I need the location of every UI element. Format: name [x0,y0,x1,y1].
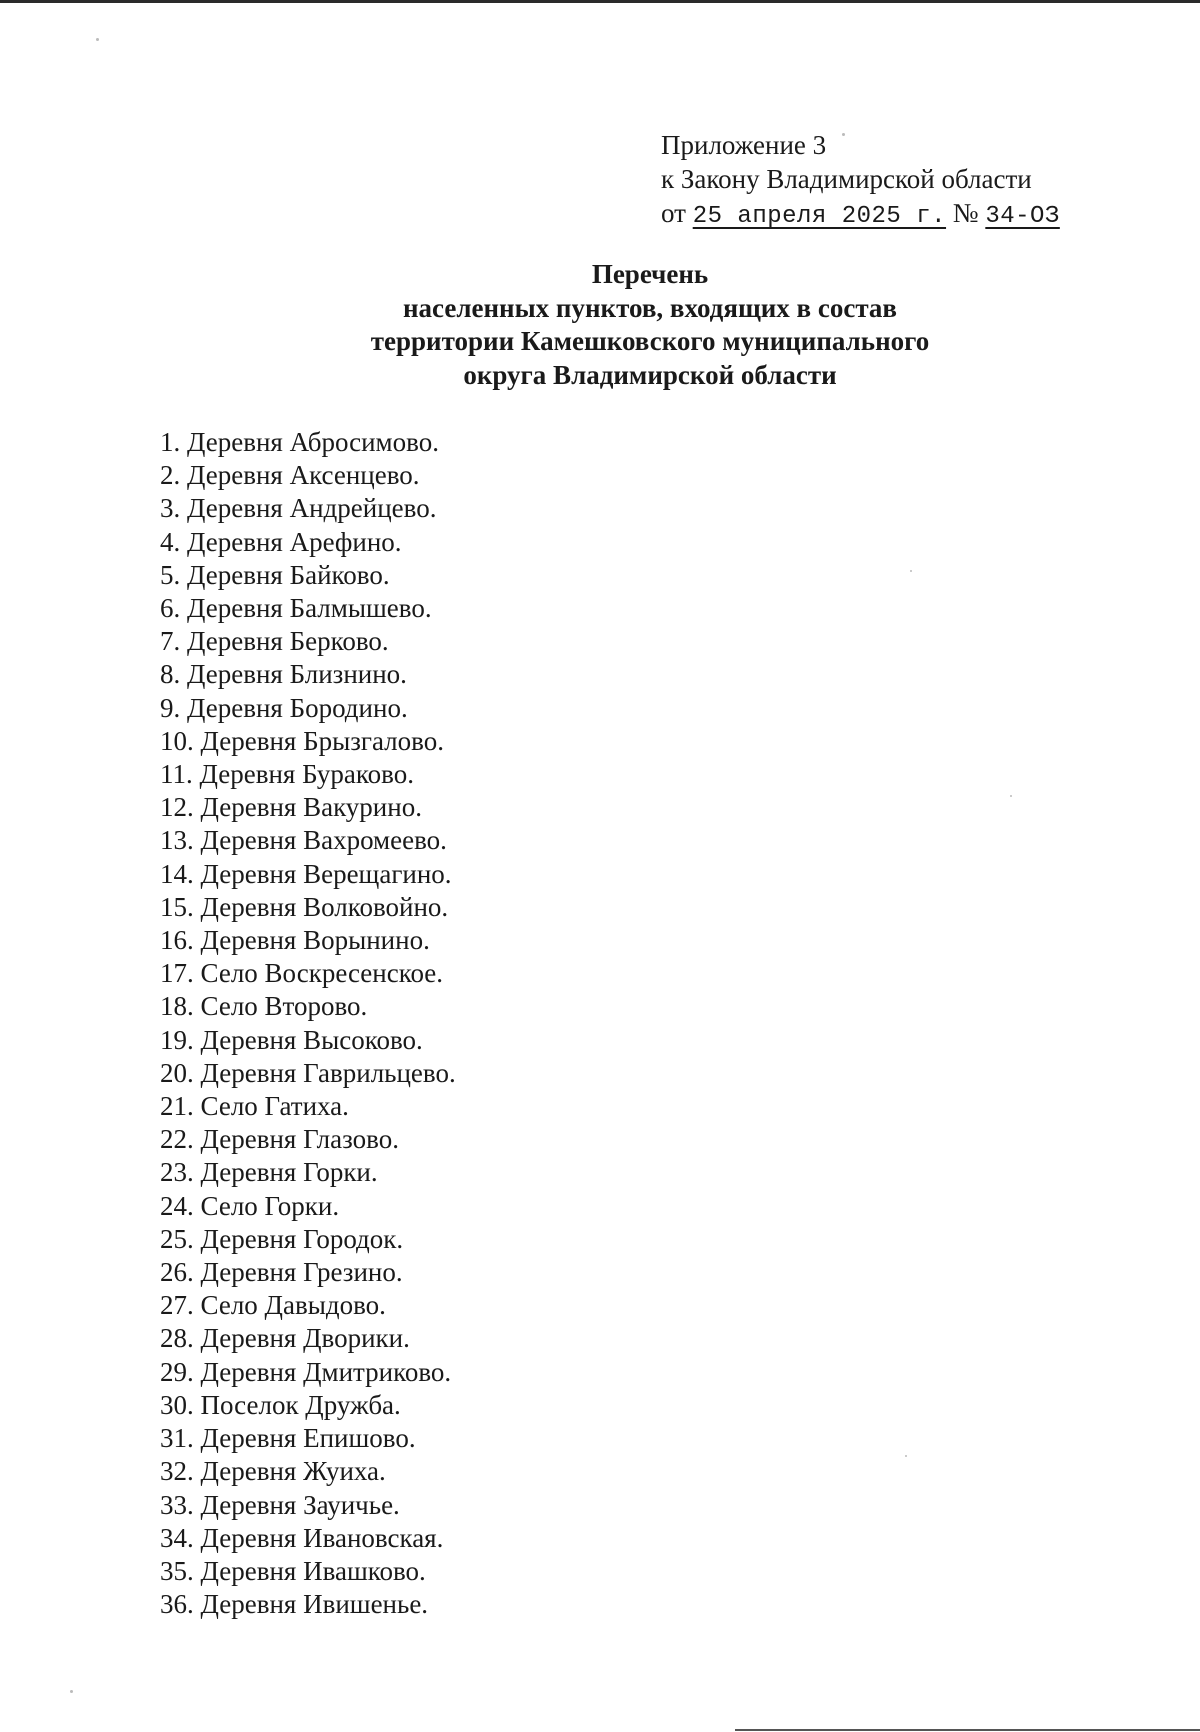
title-line-1: Перечень [591,259,709,289]
settlement-item: 27. Село Давыдово. [160,1290,386,1321]
settlement-item: 23. Деревня Горки. [160,1157,378,1188]
settlement-item: 15. Деревня Волковойно. [160,891,449,922]
settlement-item: 28. Деревня Дворики. [160,1323,410,1354]
settlement-item: 20. Деревня Гаврильцево. [160,1057,456,1088]
settlement-item: 30. Поселок Дружба. [160,1389,401,1420]
settlement-item: 14. Деревня Верещагино. [160,858,452,889]
scan-bottom-edge [735,1729,1200,1731]
settlement-item: 11. Деревня Бураково. [160,759,414,790]
law-date: 25 апреля 2025 г. [692,203,947,230]
settlement-item: 13. Деревня Вахромеево. [160,825,447,856]
scan-speck [96,38,99,41]
settlement-item: 36. Деревня Ивишенье. [160,1589,429,1620]
settlement-item: 34. Деревня Ивановская. [160,1522,444,1553]
settlement-item: 8. Деревня Близнино. [160,659,407,690]
settlement-item: 32. Деревня Жуиха. [160,1456,386,1487]
title-line-3: территории Камешковского муниципального [370,326,930,356]
settlement-item: 1. Деревня Абросимово. [160,427,439,457]
settlement-item: 12. Деревня Вакурино. [160,792,422,823]
settlement-item: 3. Деревня Андрейцево. [160,493,437,524]
date-prefix: от [661,198,686,228]
settlement-item: 33. Деревня Зауичье. [160,1489,400,1520]
settlement-item: 6. Деревня Балмышево. [160,593,432,624]
settlement-item: 17. Село Воскресенское. [160,958,444,989]
scan-speck [1010,795,1012,797]
law-number: 34-ОЗ [985,203,1060,230]
settlement-item: 16. Деревня Ворынино. [160,925,430,956]
settlement-item: 9. Деревня Бородино. [160,692,408,723]
settlement-item: 22. Деревня Глазово. [160,1124,399,1155]
settlement-item: 2. Деревня Аксенцево. [160,460,420,491]
title-line-4: округа Владимирской области [463,359,837,390]
settlement-item: 25. Деревня Городок. [160,1223,404,1254]
scan-speck [910,570,912,572]
settlement-item: 18. Село Второво. [160,991,368,1022]
title-line-2: населенных пунктов, входящих в состав [402,292,898,323]
appendix-law-reference: к Закону Владимирской области [661,164,1032,194]
scan-top-edge [0,0,1200,3]
appendix-date-line [661,196,1060,234]
settlement-item: 35. Деревня Ивашково. [160,1555,426,1586]
settlement-item: 26. Деревня Грезино. [160,1257,403,1288]
settlement-item: 7. Деревня Берково. [160,626,389,657]
scan-speck [905,1455,907,1457]
document-title [300,258,1000,392]
settlement-item: 19. Деревня Высоково. [160,1024,423,1055]
settlement-item: 4. Деревня Арефино. [160,526,402,557]
number-sign: № [952,198,979,228]
settlement-list [160,426,456,1621]
appendix-number: Приложение 3 [661,130,827,160]
settlement-item: 29. Деревня Дмитриково. [160,1356,452,1387]
settlement-item: 10. Деревня Брызгалово. [160,725,444,756]
settlement-item: 5. Деревня Байково. [160,559,390,590]
scan-speck [70,1690,73,1693]
settlement-item: 24. Село Горки. [160,1190,340,1221]
appendix-header [661,128,1060,234]
settlement-item: 21. Село Гатиха. [160,1091,349,1122]
settlement-item: 31. Деревня Епишово. [160,1423,416,1454]
scan-speck [842,133,845,136]
